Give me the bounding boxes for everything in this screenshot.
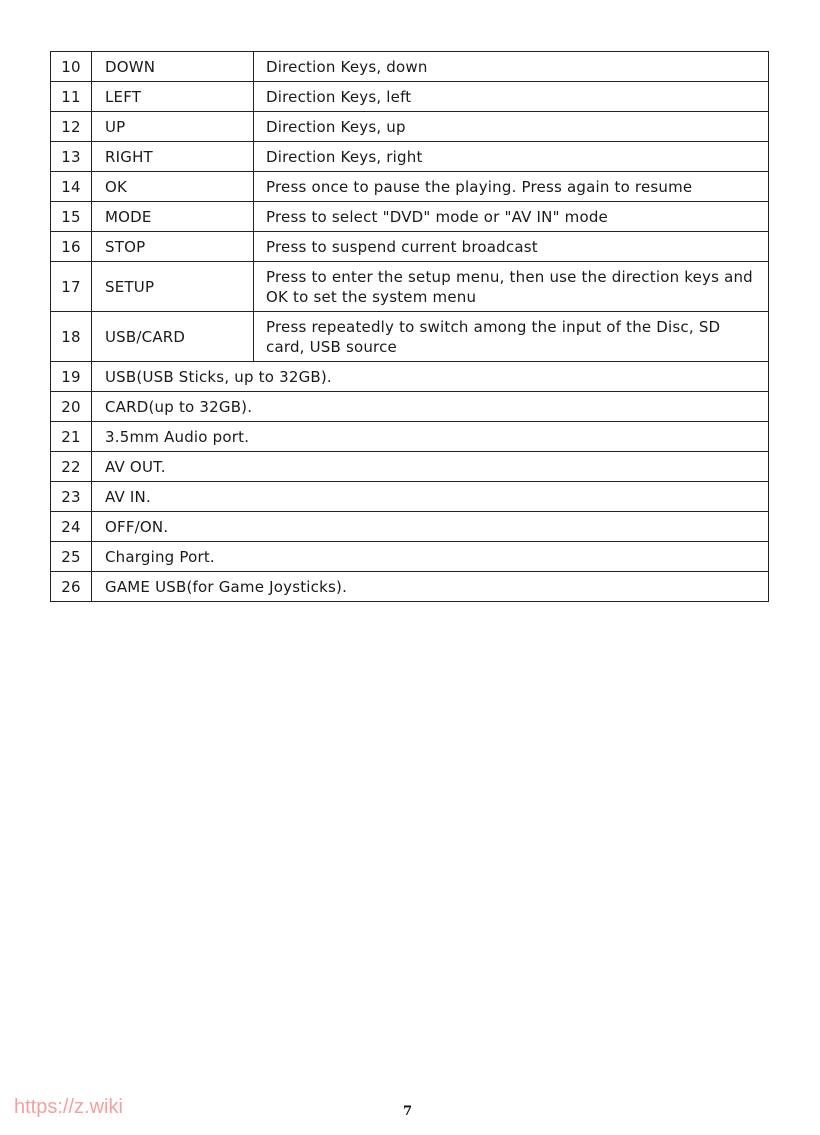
table-row [51, 512, 769, 542]
row-number: 15 [51, 202, 92, 232]
button-name: RIGHT [92, 142, 254, 172]
port-description: CARD(up to 32GB). [92, 392, 769, 422]
port-description: AV OUT. [92, 452, 769, 482]
table-row [51, 542, 769, 572]
button-name: STOP [92, 232, 254, 262]
table-row [51, 482, 769, 512]
table-row [51, 202, 769, 232]
row-number: 13 [51, 142, 92, 172]
row-number: 10 [51, 52, 92, 82]
button-description: Direction Keys, left [254, 82, 769, 112]
row-number: 22 [51, 452, 92, 482]
button-description: Press once to pause the playing. Press again to resume [254, 172, 769, 202]
table-row [51, 392, 769, 422]
table-row [51, 112, 769, 142]
port-description: GAME USB(for Game Joysticks). [92, 572, 769, 602]
row-number: 11 [51, 82, 92, 112]
row-number: 18 [51, 312, 92, 362]
row-number: 23 [51, 482, 92, 512]
button-name: UP [92, 112, 254, 142]
table-row [51, 232, 769, 262]
button-description: Press to enter the setup menu, then use the direction keys and OK to set the system menu [254, 262, 769, 312]
button-name: LEFT [92, 82, 254, 112]
port-description: Charging Port. [92, 542, 769, 572]
port-description: USB(USB Sticks, up to 32GB). [92, 362, 769, 392]
row-number: 26 [51, 572, 92, 602]
button-description: Press repeatedly to switch among the input of the Disc, SD card, USB source [254, 312, 769, 362]
row-number: 19 [51, 362, 92, 392]
port-description: AV IN. [92, 482, 769, 512]
button-description: Direction Keys, right [254, 142, 769, 172]
button-description: Press to suspend current broadcast [254, 232, 769, 262]
table-row [51, 572, 769, 602]
table-row [51, 452, 769, 482]
button-description: Direction Keys, up [254, 112, 769, 142]
button-name: USB/CARD [92, 312, 254, 362]
table-row [51, 312, 769, 362]
button-name: OK [92, 172, 254, 202]
port-description: 3.5mm Audio port. [92, 422, 769, 452]
row-number: 25 [51, 542, 92, 572]
row-number: 21 [51, 422, 92, 452]
page-number: 7 [403, 1104, 413, 1119]
specification-table [50, 51, 769, 602]
watermark-link[interactable]: https://z.wiki [14, 1096, 123, 1118]
table-row [51, 262, 769, 312]
row-number: 16 [51, 232, 92, 262]
button-description: Direction Keys, down [254, 52, 769, 82]
row-number: 17 [51, 262, 92, 312]
table-row [51, 362, 769, 392]
button-name: DOWN [92, 52, 254, 82]
row-number: 24 [51, 512, 92, 542]
table-row [51, 142, 769, 172]
row-number: 14 [51, 172, 92, 202]
button-name: MODE [92, 202, 254, 232]
table-row [51, 422, 769, 452]
row-number: 12 [51, 112, 92, 142]
button-name: SETUP [92, 262, 254, 312]
table-row [51, 82, 769, 112]
button-description: Press to select "DVD" mode or "AV IN" mode [254, 202, 769, 232]
table-row [51, 52, 769, 82]
table-row [51, 172, 769, 202]
row-number: 20 [51, 392, 92, 422]
port-description: OFF/ON. [92, 512, 769, 542]
